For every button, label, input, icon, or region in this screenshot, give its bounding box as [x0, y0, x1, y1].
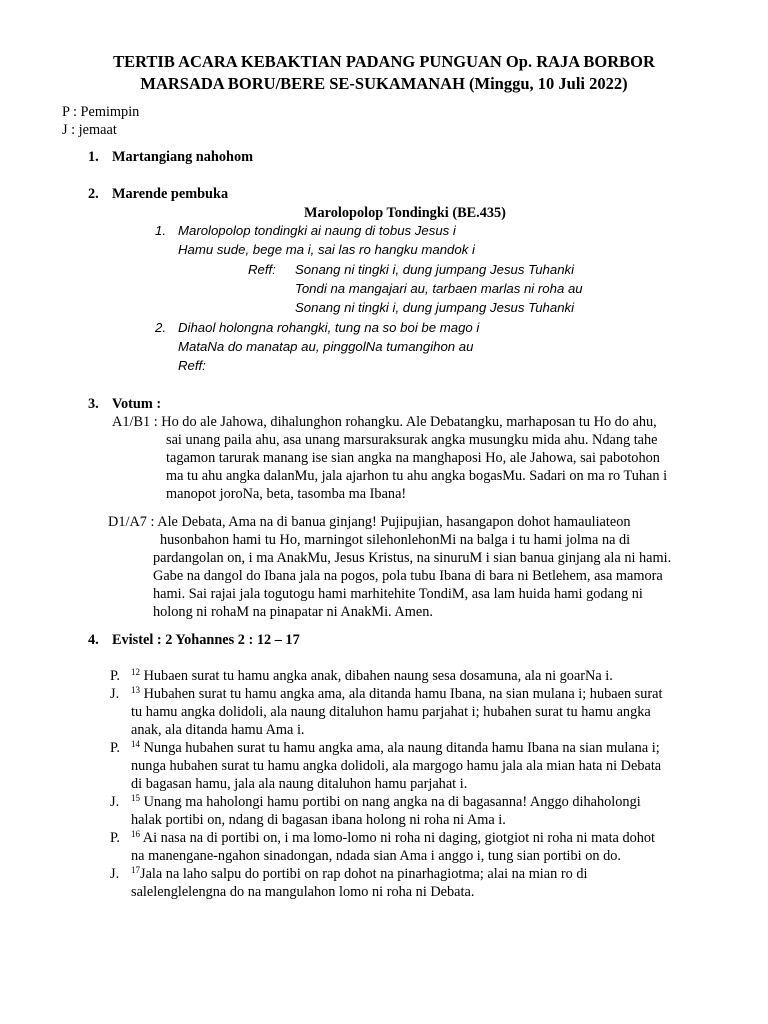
verse-14-line-1: $^{14}$ Nunga hubahen surat tu hamu angka ama, ala naung ditanda hamu Ibana na sian mulana i;	[131, 739, 660, 756]
verse-speaker: J.	[110, 866, 120, 882]
verse-17-line-1: $^{17}$Jala na laho salpu do portibi on rap dohot na pinarhagiotma; alai na mian ro di	[131, 865, 588, 882]
hymn-verse-1-line-1: Marolopolop tondingki ai naung di tobus Jesus i	[178, 223, 456, 238]
verse-16-line-1: $^{16}$ Ai nasa na di portibi on, i ma lomo-lomo ni roha ni daging, giotgiot ni roha ni mata dohot	[131, 829, 656, 846]
hymn-verse-2-line-1: Dihaol holongna rohangki, tung na so boi be mago i	[178, 320, 480, 335]
votum-a1-line-2: sai unang paila ahu, asa unang marsuraksurak angka musungku mida ahu. Ndang tahe	[166, 432, 658, 448]
hymn-verse-1-number: 1.	[155, 223, 166, 238]
verse-15-line-2: halak portibi on, ndang di bagasan ibana holong ni roha ni Ama i.	[131, 812, 506, 828]
votum-a1-line-4: ma tu ahu angka dalanMu, jala ajarhon tu ahu angka bogasMu. Sadari on ma ro Tuhan i	[166, 468, 668, 484]
votum-d1-line-3: pardangolan on, i ma AnakMu, Jesus Kristus, na sinuruM i sian banua ginjang ala ni hami.	[153, 550, 672, 566]
hymn-title: Marolopolop Tondingki (BE.435)	[304, 205, 506, 221]
hymn-verse-2-reff: Reff:	[178, 358, 206, 373]
section-4-number: 4.	[88, 632, 99, 648]
verse-number: 13	[131, 685, 140, 695]
verse-13-line-3: anak, ala ditanda hamu Ama i.	[131, 722, 305, 738]
verse-speaker: P.	[110, 830, 120, 846]
section-3-heading: Votum :	[112, 396, 162, 412]
section-3-number: 3.	[88, 396, 99, 412]
hymn-verse-2-line-2: MataNa do manatap au, pinggolNa tumangihon au	[178, 339, 474, 354]
verse-speaker: J.	[110, 794, 120, 810]
votum-d1-line-6: holong ni rohaM na pinapatar ni AnakMi. Amen.	[153, 604, 433, 620]
verse-12-line-1: $^{12}$ Hubaen surat tu hamu angka anak, dibahen naung sesa dosamuna, ala ni goarNa i.	[131, 667, 613, 684]
verse-15-line-1: $^{15}$ Unang ma haholongi hamu portibi on nang angka na di bagasanna! Anggo dihaholongi	[131, 793, 641, 810]
verse-speaker: P.	[110, 668, 120, 684]
hymn-reff-line-2: Tondi na mangajari au, tarbaen marlas ni roha au	[295, 281, 583, 296]
hymn-verse-1-line-2: Hamu sude, bege ma i, sai las ro hangku mandok i	[178, 242, 475, 257]
votum-d1-line-2: husonbahon hami tu Ho, marningot silehonlehonMi na balga i tu hami jolma na di	[160, 532, 631, 548]
votum-a1-line-3: tagamon tarurak manang ise sian angka na manghaposi Ho, ale Jahowa, sai pabotohon	[166, 450, 660, 466]
page-title-line-2: MARSADA BORU/BERE SE-SUKAMANAH (Minggu, 10 Juli 2022)	[140, 74, 628, 93]
section-2-heading: Marende pembuka	[112, 186, 229, 202]
legend-jemaat: J : jemaat	[62, 122, 117, 138]
verse-16-line-2: na manengane-ngahon sinadongan, ndada sian Ama i anggo i, tung sian portibi on do.	[131, 848, 621, 864]
verse-number: 17	[131, 865, 140, 875]
votum-d1-line-5: hami. Sai rajai jala togutogu hami marhitehite TondiM, asa lam huida hami godang ni	[153, 586, 643, 602]
verse-number: 15	[131, 793, 140, 803]
page-title-line-1: TERTIB ACARA KEBAKTIAN PADANG PUNGUAN Op. RAJA BORBOR	[113, 52, 655, 71]
verse-13-line-1: $^{13}$ Hubahen surat tu hamu angka ama, ala ditanda hamu Ibana, na sian mulana i; hubaen surat	[131, 685, 663, 702]
hymn-reff-line-1: Sonang ni tingki i, dung jumpang Jesus Tuhanki	[295, 262, 575, 277]
section-1-number: 1.	[88, 149, 99, 165]
section-4-heading: Evistel : 2 Yohannes 2 : 12 – 17	[112, 632, 300, 648]
section-1-heading: Martangiang nahohom	[112, 149, 254, 165]
votum-d1-line-4: Gabe na dangol do Ibana jala na pogos, pola tubu Ibana di bara ni Betlehem, asa mamora	[153, 568, 663, 584]
verse-speaker: P.	[110, 740, 120, 756]
hymn-verse-2-number: 2.	[155, 320, 166, 335]
verse-14-line-2: nunga hubahen surat tu hamu angka dolidoli, ala margogo hamu jala ala mian hata ni Debata	[131, 758, 662, 774]
verse-13-line-2: tu hamu angka dolidoli, ala naung ditaluhon hamu parjahat i; hubahen surat tu hamu angka	[131, 704, 651, 720]
verse-number: 14	[131, 739, 140, 749]
verse-speaker: J.	[110, 686, 120, 702]
hymn-reff-line-3: Sonang ni tingki i, dung jumpang Jesus Tuhanki	[295, 300, 575, 315]
verse-14-line-3: di bagasan hamu, jala ala naung ditaluhon hamu parjahat i.	[131, 776, 468, 792]
hymn-reff-label: Reff:	[248, 262, 276, 277]
verse-number: 12	[131, 667, 140, 677]
section-2-number: 2.	[88, 186, 99, 202]
legend-pemimpin: P : Pemimpin	[62, 104, 140, 120]
votum-a1-line-1: A1/B1 : Ho do ale Jahowa, dihalunghon rohangku. Ale Debatangku, marhaposan tu Ho do ahu,	[112, 414, 657, 430]
votum-d1-line-1: D1/A7 : Ale Debata, Ama na di banua ginjang! Pujipujian, hasangapon dohot hamauliateon	[108, 514, 631, 530]
votum-a1-line-5: manopot joroNa, beta, tasomba ma Ibana!	[166, 486, 407, 502]
verse-17-line-2: salelenglelengna do na mangulahon lomo ni roha ni Debata.	[131, 884, 475, 900]
verse-number: 16	[131, 829, 140, 839]
